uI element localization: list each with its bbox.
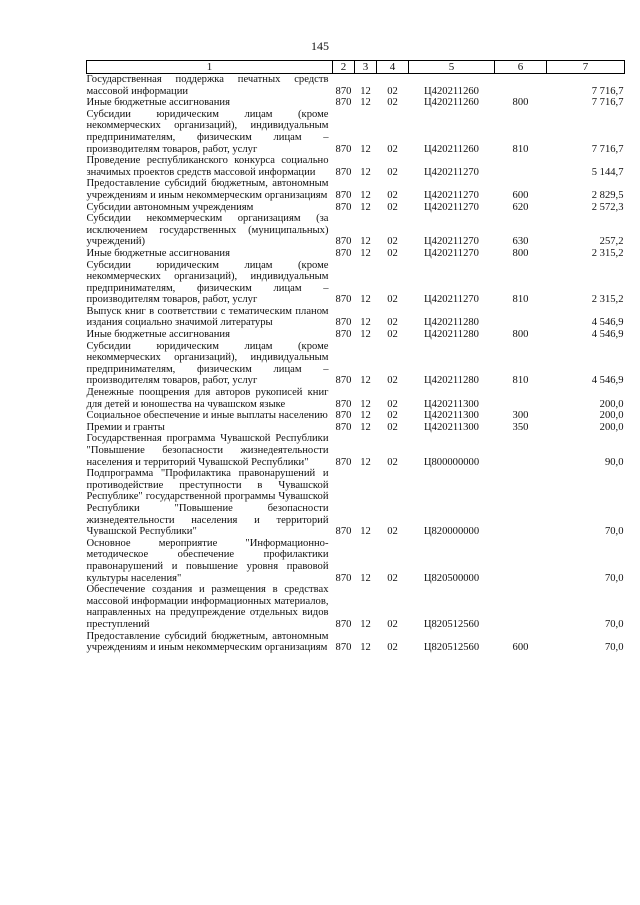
subsection-code: 02: [387, 456, 398, 468]
expense-type-code: 800: [512, 329, 529, 341]
amount: 2 315,2: [591, 294, 624, 306]
section-code: 12: [360, 189, 371, 201]
ministry-code: 870: [335, 97, 352, 109]
target-article-code: Ц420211280: [424, 329, 479, 341]
amount: 200,0: [599, 421, 624, 433]
ministry-code: 870: [335, 166, 352, 178]
row-description: Премии и гранты: [86, 421, 165, 433]
expense-type-code: 350: [512, 421, 529, 433]
target-article-code: Ц420211280: [424, 375, 479, 387]
row-description: Обеспечение создания и размещения в средствах массовой информации информационных материалов, направленных на предупреждение отдельных видов преступлений: [86, 584, 329, 630]
column-header: 1: [87, 61, 333, 74]
expense-type-code: [495, 538, 547, 584]
table-row: [87, 155, 625, 178]
amount: 70,0: [604, 618, 624, 630]
target-article-code: Ц420211270: [424, 236, 479, 248]
amount: 4 546,9: [591, 329, 624, 341]
subsection-code: 02: [387, 201, 398, 213]
expense-type-code: [495, 468, 547, 538]
target-article-code: Ц420211270: [424, 189, 479, 201]
row-description: Иные бюджетные ассигнования: [86, 97, 230, 109]
row-description: Основное мероприятие "Информационно-методическое обеспечение профилактики правонарушений и повышение уровня правовой культуры населения": [86, 537, 329, 584]
section-code: 12: [360, 375, 371, 387]
amount: 7 716,7: [591, 85, 624, 97]
row-description: Субсидии юридическим лицам (кроме некоммерческих организаций), индивидуальным предпринимателям, физическим лицам – производителям товаров, работ, услуг: [86, 259, 329, 306]
ministry-code: 870: [335, 421, 352, 433]
table-row: [87, 329, 625, 341]
section-code: 12: [360, 618, 371, 630]
expense-type-code: 600: [512, 189, 529, 201]
subsection-code: 02: [387, 143, 398, 155]
expense-type-code: 810: [512, 294, 529, 306]
ministry-code: 870: [335, 143, 352, 155]
expense-type-code: [495, 584, 547, 630]
subsection-code: 02: [387, 85, 398, 97]
expense-type-code: 600: [512, 642, 529, 654]
amount: 7 716,7: [591, 143, 624, 155]
expense-type-code: 800: [512, 247, 529, 259]
target-article-code: Ц420211280: [424, 317, 479, 329]
expense-type-code: [495, 433, 547, 468]
row-description: Проведение республиканского конкурса социально значимых проектов средств массовой информации: [86, 155, 329, 178]
target-article-code: Ц420211270: [424, 166, 479, 178]
expense-type-code: [495, 74, 547, 98]
amount: 7 716,7: [591, 97, 624, 109]
section-code: 12: [360, 572, 371, 584]
ministry-code: 870: [335, 375, 352, 387]
target-article-code: Ц420211270: [424, 247, 479, 259]
amount: 70,0: [604, 572, 624, 584]
ministry-code: 870: [335, 201, 352, 213]
target-article-code: Ц420211260: [424, 143, 479, 155]
table-row: [87, 97, 625, 109]
expense-type-code: 630: [512, 236, 529, 248]
row-description: Субсидии некоммерческим организациям (за исключением государственных (муниципальных) учреждений): [86, 213, 329, 248]
row-description: Выпуск книг в соответствии с тематическим планом издания социально значимой литературы: [86, 305, 329, 329]
target-article-code: Ц420211270: [424, 294, 479, 306]
row-description: Государственная поддержка печатных средств массовой информации: [86, 74, 329, 97]
amount: 2 315,2: [591, 247, 624, 259]
subsection-code: 02: [387, 398, 398, 410]
expense-type-code: [495, 155, 547, 178]
section-code: 12: [360, 410, 371, 422]
subsection-code: 02: [387, 410, 398, 422]
section-code: 12: [360, 317, 371, 329]
ministry-code: 870: [335, 398, 352, 410]
table-row: [87, 178, 625, 201]
subsection-code: 02: [387, 317, 398, 329]
ministry-code: 870: [335, 294, 352, 306]
expense-type-code: 810: [512, 375, 529, 387]
section-code: 12: [360, 294, 371, 306]
table-row: [87, 433, 625, 468]
expense-type-code: [495, 387, 547, 410]
subsection-code: 02: [387, 618, 398, 630]
row-description: Социальное обеспечение и иные выплаты населению: [86, 410, 328, 422]
row-description: Субсидии юридическим лицам (кроме некоммерческих организаций), индивидуальным предпринимателям, физическим лицам – производителям товаров, работ, услуг: [86, 108, 329, 155]
target-article-code: Ц820512560: [423, 642, 480, 654]
expense-type-code: 810: [512, 143, 529, 155]
target-article-code: Ц420211260: [424, 97, 479, 109]
table-row: [87, 422, 625, 434]
section-code: 12: [360, 166, 371, 178]
section-code: 12: [360, 85, 371, 97]
column-header: 3: [355, 61, 377, 74]
column-header: 2: [333, 61, 355, 74]
amount: 4 546,9: [591, 317, 624, 329]
amount: 4 546,9: [591, 375, 624, 387]
table-row: [87, 631, 625, 654]
amount: 200,0: [599, 398, 624, 410]
table-row: [87, 109, 625, 155]
table-row: [87, 74, 625, 98]
target-article-code: Ц800000000: [423, 456, 480, 468]
row-description: Денежные поощрения для авторов рукописей книг для детей и юношества на чувашском языке: [86, 387, 329, 410]
ministry-code: 870: [335, 247, 352, 259]
subsection-code: 02: [387, 236, 398, 248]
ministry-code: 870: [335, 572, 352, 584]
column-header: 7: [547, 61, 625, 74]
subsection-code: 02: [387, 375, 398, 387]
subsection-code: 02: [387, 166, 398, 178]
target-article-code: Ц420211300: [424, 410, 479, 422]
row-description: Иные бюджетные ассигнования: [86, 247, 230, 259]
header-row: [87, 61, 625, 74]
row-description: Предоставление субсидий бюджетным, автономным учреждениям и иным некоммерческим организациям: [86, 630, 329, 654]
section-code: 12: [360, 421, 371, 433]
subsection-code: 02: [387, 572, 398, 584]
target-article-code: Ц820500000: [423, 572, 480, 584]
table-row: [87, 213, 625, 248]
table-header: [87, 61, 625, 74]
ministry-code: 870: [335, 189, 352, 201]
section-code: 12: [360, 236, 371, 248]
subsection-code: 02: [387, 97, 398, 109]
table-row: [87, 387, 625, 410]
table-row: [87, 584, 625, 630]
table-row: [87, 306, 625, 329]
budget-table: [86, 60, 625, 654]
row-description: Подпрограмма "Профилактика правонарушений и противодействие преступности в Чувашской Республике" государственной программы Чувашской Республики "Повышение безопасности жизнедеятельности населения и территорий Чувашской Республики": [86, 468, 329, 538]
section-code: 12: [360, 642, 371, 654]
ministry-code: 870: [335, 618, 352, 630]
ministry-code: 870: [335, 329, 352, 341]
target-article-code: Ц420211260: [424, 85, 479, 97]
expense-type-code: 300: [512, 410, 529, 422]
column-header: 6: [495, 61, 547, 74]
target-article-code: Ц820512560: [423, 618, 480, 630]
section-code: 12: [360, 97, 371, 109]
ministry-code: 870: [335, 526, 352, 538]
section-code: 12: [360, 329, 371, 341]
amount: 90,0: [604, 456, 624, 468]
target-article-code: Ц820000000: [423, 526, 480, 538]
ministry-code: 870: [335, 85, 352, 97]
section-code: 12: [360, 526, 371, 538]
ministry-code: 870: [335, 456, 352, 468]
section-code: 12: [360, 456, 371, 468]
column-header: 4: [377, 61, 409, 74]
section-code: 12: [360, 398, 371, 410]
amount: 70,0: [604, 526, 624, 538]
amount: 200,0: [599, 410, 624, 422]
target-article-code: Ц420211300: [424, 421, 479, 433]
section-code: 12: [360, 247, 371, 259]
target-article-code: Ц420211300: [424, 398, 479, 410]
ministry-code: 870: [335, 642, 352, 654]
table-body: [87, 74, 625, 654]
table-row: [87, 202, 625, 214]
expense-type-code: 620: [512, 201, 529, 213]
table-row: [87, 538, 625, 584]
subsection-code: 02: [387, 329, 398, 341]
page-number: 145: [311, 39, 329, 53]
row-description: Иные бюджетные ассигнования: [86, 329, 230, 341]
section-code: 12: [360, 201, 371, 213]
subsection-code: 02: [387, 294, 398, 306]
table-row: [87, 341, 625, 387]
amount: 257,2: [599, 236, 624, 248]
amount: 2 829,5: [591, 189, 624, 201]
target-article-code: Ц420211270: [424, 201, 479, 213]
row-description: Предоставление субсидий бюджетным, автономным учреждениям и иным некоммерческим организациям: [86, 178, 329, 201]
row-description: Субсидии автономным учреждениям: [86, 201, 254, 213]
expense-type-code: 800: [512, 97, 529, 109]
subsection-code: 02: [387, 642, 398, 654]
ministry-code: 870: [335, 317, 352, 329]
table-row: [87, 468, 625, 538]
ministry-code: 870: [335, 410, 352, 422]
expense-type-code: [495, 306, 547, 329]
row-description: Субсидии юридическим лицам (кроме некоммерческих организаций), индивидуальным предпринимателям, физическим лицам – производителям товаров, работ, услуг: [86, 340, 329, 387]
table-row: [87, 248, 625, 260]
row-description: Государственная программа Чувашской Республики "Повышение безопасности жизнедеятельности населения и территорий Чувашской Республики": [86, 433, 329, 468]
subsection-code: 02: [387, 526, 398, 538]
section-code: 12: [360, 143, 371, 155]
amount: 2 572,3: [591, 201, 624, 213]
table-row: [87, 260, 625, 306]
amount: 70,0: [604, 642, 624, 654]
column-header: 5: [409, 61, 495, 74]
subsection-code: 02: [387, 421, 398, 433]
ministry-code: 870: [335, 236, 352, 248]
table-row: [87, 410, 625, 422]
amount: 5 144,7: [591, 166, 624, 178]
subsection-code: 02: [387, 189, 398, 201]
subsection-code: 02: [387, 247, 398, 259]
